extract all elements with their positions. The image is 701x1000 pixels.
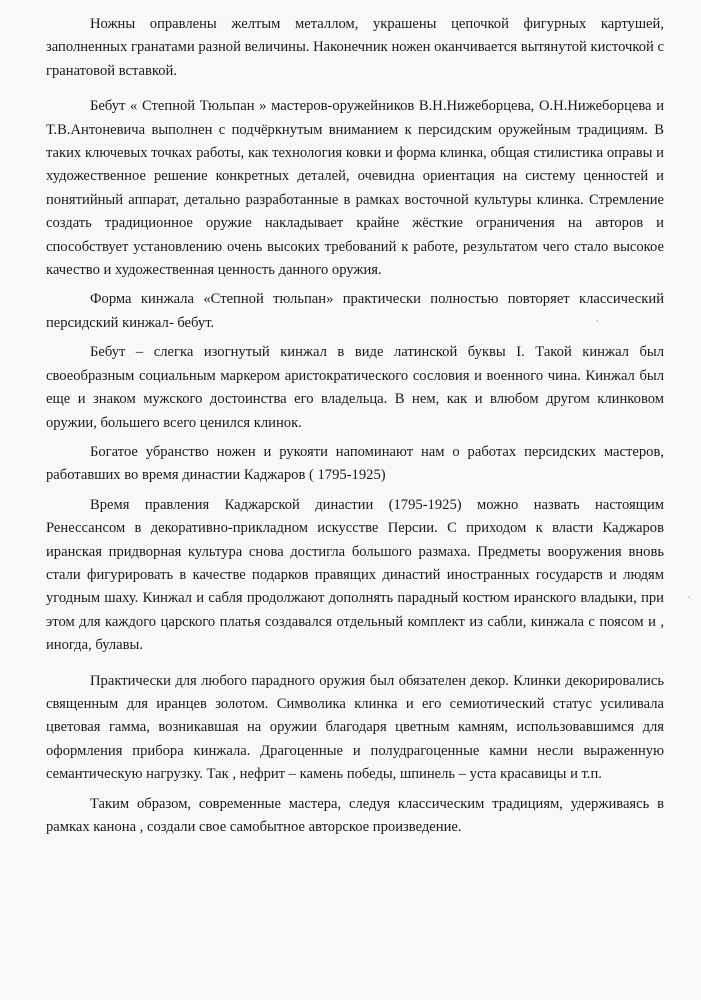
paragraph-conclusion: Таким образом, современные мастера, следуя классическим традициям, удерживаясь в рамках канона , создали свое самобытное авторское произведение.: [46, 795, 664, 835]
paragraph-decoration: Богатое убранство ножен и рукояти напоминают нам о работах персидских мастеров, работавших во время династии Каджаров ( 1795-1925): [46, 443, 664, 484]
document-body: [46, 13, 664, 839]
paragraph-dagger-form: Форма кинжала «Степной тюльпан» практически полностью повторяет классический персидский кинжал- бебут.: [46, 291, 664, 331]
paragraph-qajar-dynasty: Время правления Каджарской династии (1795-1925) можно назвать настоящим Ренессансом в декоративно-прикладном искусстве Персии. С приходом к власти Каджаров иранская придворная культура снова достигла большого размаха. Предметы вооружения вновь стали фигурировать в качестве подарков правящих династий иностранных государств и людям угодным шаху. Кинжал и сабля продолжают дополнять парадный костюм иранского владыки, при этом для каждого царского платья создавался отдельный комплект из сабли, кинжала с поясом и , иногда, булавы.: [46, 496, 664, 654]
scan-speck: [596, 320, 598, 322]
paragraph-scabbard: Ножны оправлены желтым металлом, украшены цепочкой фигурных картушей, заполненных гранатами разной величины. Наконечник ножен оканчивается вытянутой кисточкой с гранатовой вставкой.: [46, 16, 664, 79]
paragraph-ceremonial-weapons: Практически для любого парадного оружия был обязателен декор. Клинки декорировались священным для иранцев золотом. Символика клинка и его семиотический статус усиливала цветовая гамма, возникавшая на оружии благодаря цветным камням, использовавшимся для оформления прибора кинжала. Драгоценные и полудрагоценные камни несли выраженную семантическую нагрузку. Так , нефрит – камень победы, шпинель – уста красавицы и т.п.: [46, 672, 664, 783]
paragraph-bebut-definition: Бебут – слегка изогнутый кинжал в виде латинской буквы I. Такой кинжал был своеобразным социальным маркером аристократического сословия и военного чина. Кинжал был еще и знаком мужского достоинства его владельца. В нем, как и влюбом другом клинковом оружии, большего всего ценился клинок.: [46, 344, 664, 431]
scan-speck: [688, 596, 690, 598]
paragraph-bebut-masters: Бебут « Степной Тюльпан » мастеров-оружейников В.Н.Нижеборцева, О.Н.Нижеборцева и Т.В.Антоневича выполнен с подчёркнутым вниманием к персидским оружейным традициям. В таких ключевых точках работы, как технология ковки и форма клинка, общая стилистика оправы и художественное решение конкретных деталей, очевидна ориентация на систему ценностей и понятийный аппарат, детально разработанные в рамках восточной культуры клинка. Стремление создать традиционное оружие накладывает крайне жёсткие ограничения на авторов и способствует установлению очень высоких требований к работе, результатом чего стало высокое качество и художественная ценность данного оружия.: [46, 98, 664, 279]
